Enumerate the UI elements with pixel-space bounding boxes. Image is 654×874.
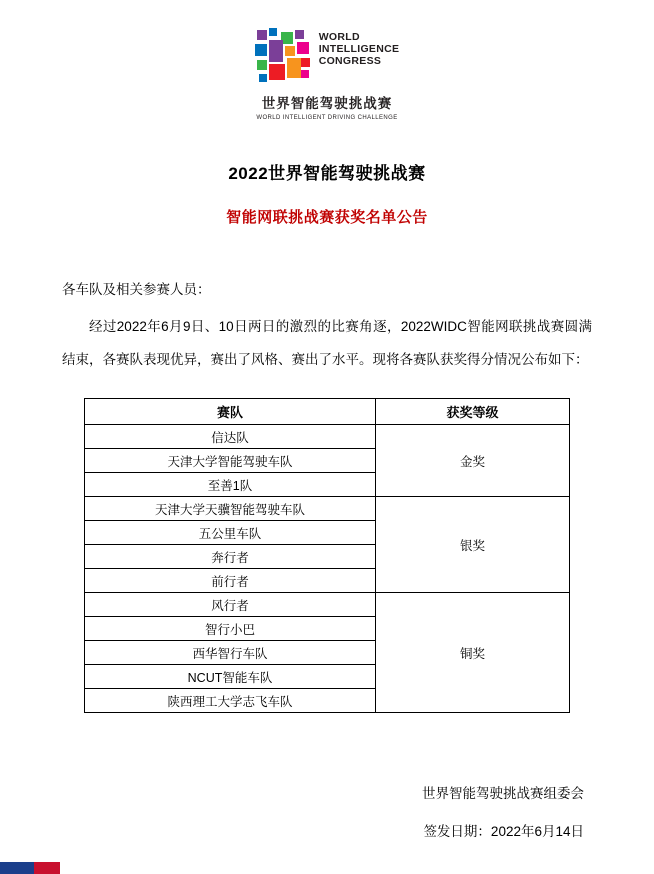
award-table xyxy=(84,398,570,713)
column-header-grade: 获奖等级 xyxy=(376,399,570,425)
document-subtitle: 智能网联挑战赛获奖名单公告 xyxy=(226,209,428,226)
table-row xyxy=(85,593,570,617)
logo-top-row xyxy=(255,28,400,86)
footer-bar-segment-red xyxy=(34,862,60,874)
footer-bar-segment-white xyxy=(60,862,654,874)
logo-word-line-2: INTELLIGENCE xyxy=(318,43,400,55)
grade-cell: 铜奖 xyxy=(376,593,570,713)
signature-block xyxy=(0,775,654,851)
team-name-cell: 智行小巴 xyxy=(85,617,376,641)
team-name-cell: 天津大学智能驾驶车队 xyxy=(85,449,376,473)
team-name-cell: 信达队 xyxy=(85,425,376,449)
footer-bar-segment-blue xyxy=(0,862,34,874)
table-row xyxy=(85,497,570,521)
logo-wordmark xyxy=(319,28,400,67)
team-name-cell: 陕西理工大学志飞车队 xyxy=(85,689,376,713)
team-name-cell: 天津大学天骥智能驾驶车队 xyxy=(85,497,376,521)
wic-logo xyxy=(247,28,407,121)
logo-mark-icon xyxy=(255,28,313,86)
award-table-body xyxy=(85,425,570,713)
team-name-cell: 前行者 xyxy=(85,569,376,593)
grade-cell: 银奖 xyxy=(376,497,570,593)
salutation-text: 各车队及相关参赛人员： xyxy=(62,282,211,297)
footer-color-bar xyxy=(0,862,654,874)
issue-date: 签发日期：2022年6月14日 xyxy=(423,824,584,839)
issuing-organization: 世界智能驾驶挑战赛组委会 xyxy=(422,786,584,801)
team-name-cell: 至善1队 xyxy=(85,473,376,497)
table-header-row xyxy=(85,399,570,425)
team-name-cell: NCUT智能车队 xyxy=(85,665,376,689)
body-paragraph: 经过2022年6月9日、10日两日的激烈的比赛角逐，2022WIDC智能网联挑战赛圆满结束，各赛队表现优异，赛出了风格、赛出了水平。现将各赛队获奖得分情况公布如下： xyxy=(62,319,592,367)
logo-area xyxy=(0,0,654,121)
team-name-cell: 五公里车队 xyxy=(85,521,376,545)
team-name-cell: 风行者 xyxy=(85,593,376,617)
team-name-cell: 奔行者 xyxy=(85,545,376,569)
document-title: 2022世界智能驾驶挑战赛 xyxy=(228,164,426,183)
logo-english-name: WORLD INTELLIGENT DRIVING CHALLENGE xyxy=(256,115,398,121)
team-name-cell: 西华智行车队 xyxy=(85,641,376,665)
column-header-team: 赛队 xyxy=(85,399,376,425)
grade-cell: 金奖 xyxy=(376,425,570,497)
award-table-wrapper xyxy=(84,398,570,713)
logo-word-line-1: WORLD xyxy=(318,31,360,43)
logo-chinese-name: 世界智能驾驶挑战赛 xyxy=(261,96,393,111)
logo-word-line-3: CONGRESS xyxy=(318,55,382,67)
table-row xyxy=(85,425,570,449)
